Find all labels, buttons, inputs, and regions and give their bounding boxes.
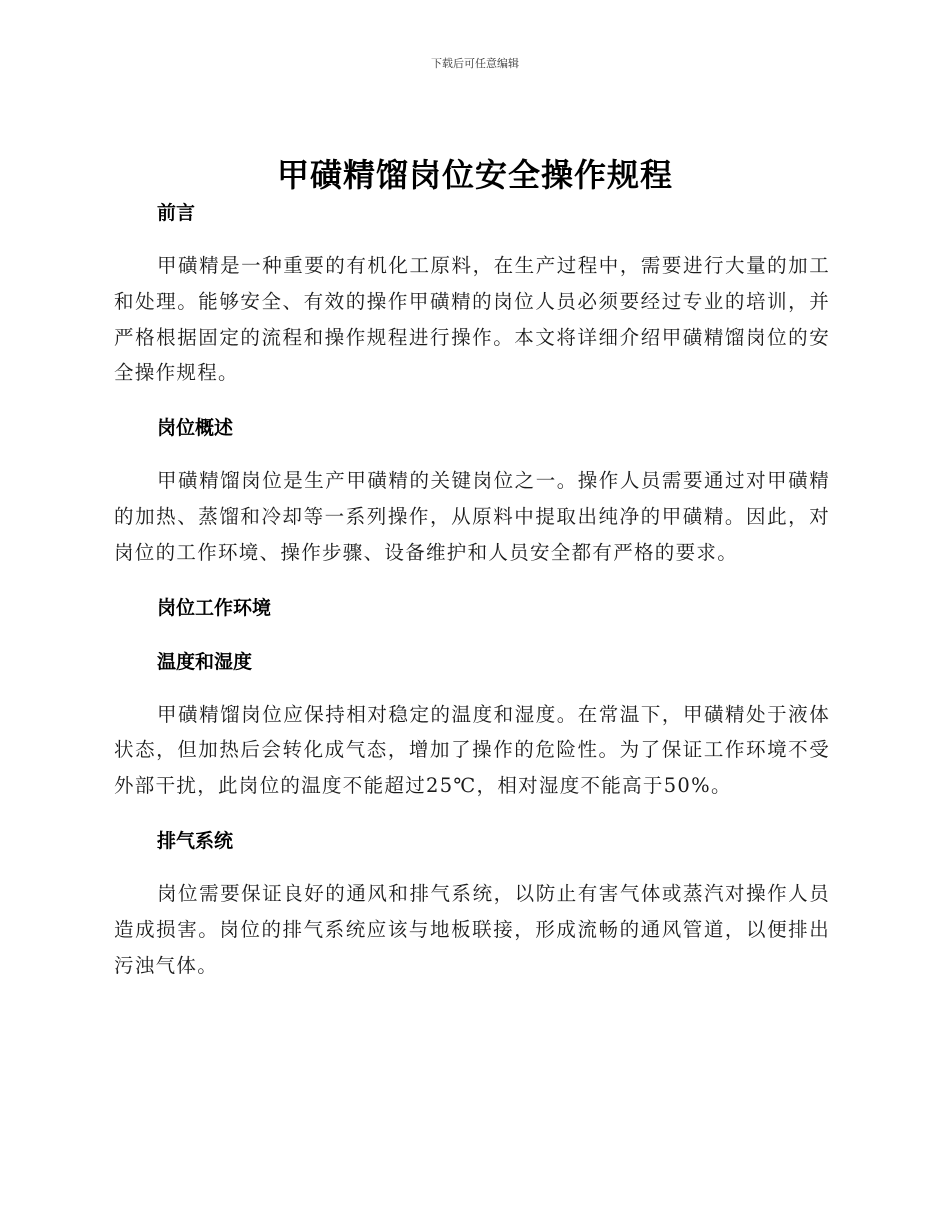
section-heading-overview: 岗位概述 [157,417,234,440]
section-heading-environment: 岗位工作环境 [157,596,272,619]
document-body [114,195,830,983]
document-title: 甲磺精馏岗位安全操作规程 [276,156,673,194]
section-heading-preface: 前言 [157,202,196,224]
paragraph-exhaust: 岗位需要保证良好的通风和排气系统，以防止有害气体或蒸汽对操作人员造成损害。岗位的排气系统应该与地板联接，形成流畅的通风管道，以便排出污浊气体。 [114,881,830,977]
paragraph-overview: 甲磺精馏岗位是生产甲磺精的关键岗位之一。操作人员需要通过对甲磺精的加热、蒸馏和冷却等一系列操作，从原料中提取出纯净的甲磺精。因此，对岗位的工作环境、操作步骤、设备维护和人员安全都有严格的要求。 [114,469,830,564]
header-note: 下载后可任意编辑 [431,57,519,70]
paragraph-preface: 甲磺精是一种重要的有机化工原料，在生产过程中，需要进行大量的加工和处理。能够安全、有效的操作甲磺精的岗位人员必须要经过专业的培训，并严格根据固定的流程和操作规程进行操作。本文将详细介绍甲磺精馏岗位的安全操作规程。 [114,254,830,385]
section-heading-exhaust: 排气系统 [157,829,234,852]
paragraph-temperature: 甲磺精馏岗位应保持相对稳定的温度和湿度。在常温下，甲磺精处于液体状态，但加热后会转化成气态，增加了操作的危险性。为了保证工作环境不受外部干扰，此岗位的温度不能超过25℃，相对湿度不能高于50%。 [114,702,830,798]
section-heading-temperature: 温度和湿度 [157,650,253,673]
